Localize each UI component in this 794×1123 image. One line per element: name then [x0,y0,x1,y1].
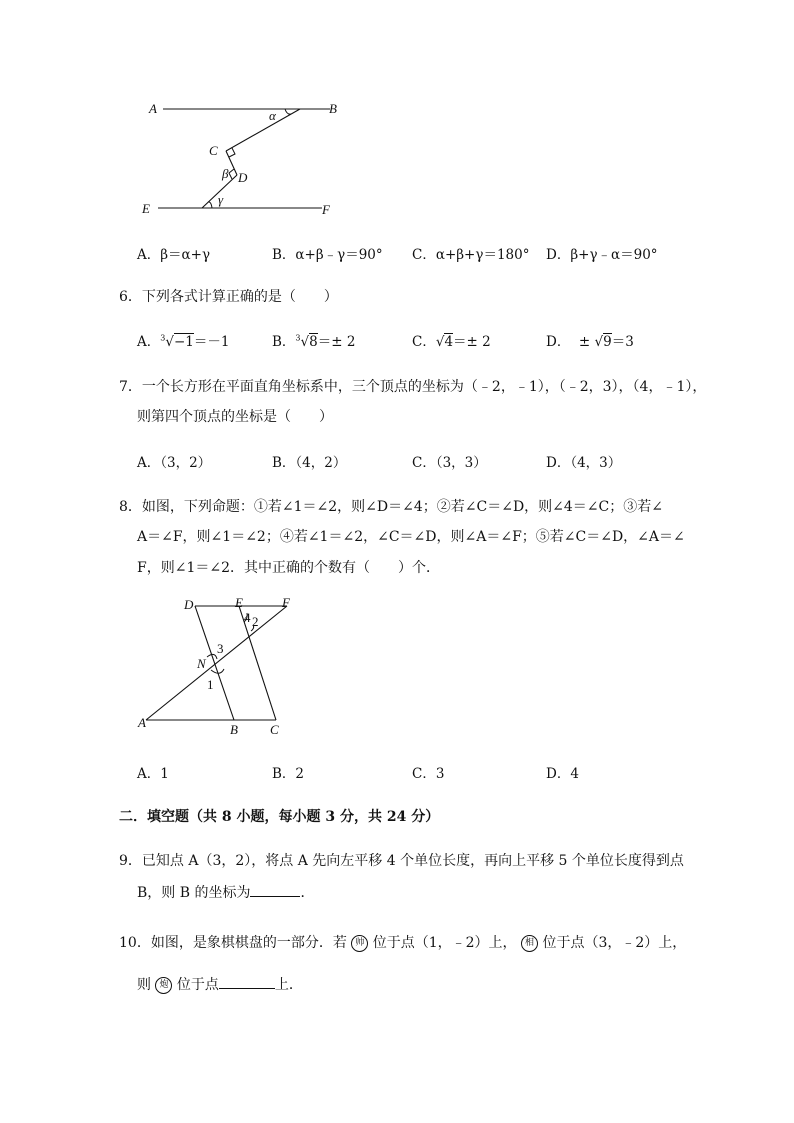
q6-b-rest: ＝± 2 [317,334,356,350]
q10-line2-at: 位于点 [176,977,219,993]
label-angle-4: 4 [244,610,251,625]
q7-option-b[interactable]: B．（4，2） [272,455,347,471]
right-angle-D [229,169,234,179]
q6-d-rest: ＝3 [611,334,634,350]
q7-option-a[interactable]: A．（3，2） [137,455,212,471]
q7-stem-line2: 则第四个顶点的坐标是（ ） [137,409,333,425]
label-angle-3: 3 [217,641,224,656]
q8-stem-line3: F，则∠1＝∠2．其中正确的个数有（ ）个． [137,560,440,576]
q9-stem-line1: 9．已知点 A（3，2），将点 A 先向左平移 4 个单位长度，再向上平移 5 个单位长度得到点 [119,853,684,869]
q10-answer-blank[interactable] [219,976,275,989]
q6-a-radical-icon: √ [165,334,174,350]
q10-stem-line2 [137,974,303,994]
q8-option-c[interactable]: C．3 [412,766,445,782]
label-B: B [329,101,337,116]
segment-BC [226,109,300,151]
label-A: A [138,715,146,730]
label-A: A [149,101,157,116]
q6-option-c[interactable] [412,330,491,350]
q10-line2-then: 则 [137,977,151,993]
q9-line2-end: ． [300,885,315,901]
q6-a-rest: ＝－1 [193,334,230,350]
q6-option-a[interactable] [137,330,229,350]
q5-option-a[interactable]: A．β＝α+γ [137,247,211,263]
q6-b-radical-icon: √ [300,334,310,350]
label-N: N [197,656,206,671]
q6-b-letter: B． [272,334,296,350]
q7-option-d[interactable]: D．（4，3） [546,455,622,471]
q7-stem-line1: 7．一个长方形在平面直角坐标系中，三个顶点的坐标为（﹣2，﹣1），（﹣2，3），（4，﹣1）， [119,379,707,395]
segment-AF [146,606,287,720]
label-alpha: α [269,108,276,123]
label-C: C [270,722,279,737]
q6-d-radical-icon: √ [594,334,604,350]
q6-d-letter: D． [546,334,571,350]
q6-option-b[interactable] [272,330,355,350]
label-C: C [209,143,218,158]
figure-2-svg [135,595,305,735]
section-fill-in-title: 二．填空题（共 8 小题，每小题 3 分，共 24 分） [119,809,440,825]
q6-c-letter: C． [412,334,436,350]
q8-option-b[interactable]: B．2 [272,766,305,782]
q6-d-pm: ± [578,334,591,350]
q9-line2-text: B，则 B 的坐标为 [137,885,251,901]
q10-text-part1: 10．如图，是象棋棋盘的一部分．若 [119,935,347,951]
label-E: E [142,201,150,216]
q9-stem-line2 [137,882,314,902]
label-gamma: γ [218,192,224,207]
q10-line2-end: 上． [274,977,303,993]
q6-stem: 6．下列各式计算正确的是（ ） [119,289,338,305]
q6-a-radicand: −1 [173,334,194,350]
q6-b-radicand: 8 [309,334,318,350]
q9-answer-blank[interactable] [250,884,300,897]
q6-option-d[interactable] [546,330,634,350]
q5-option-b[interactable]: B．α+β﹣γ＝90° [272,247,383,263]
q6-b-index: 3 [295,333,301,343]
q10-text-part2: 位于点（1，﹣2）上， [372,935,517,951]
q10-text-part3: 位于点（3，﹣2）上， [542,935,687,951]
q5-option-d[interactable]: D．β+γ﹣α＝90° [546,247,658,263]
label-angle-2: 2 [252,614,259,629]
chess-piece-pao-icon: 炮 [155,977,172,994]
label-F: F [322,202,330,217]
chess-piece-shuai-icon: 帅 [351,935,368,952]
q6-a-index: 3 [160,333,166,343]
q6-c-radicand: 4 [444,334,454,350]
angle-gamma-arc [208,202,212,208]
label-B: B [230,722,238,737]
label-F: F [282,595,290,610]
q6-c-radical-icon: √ [435,334,445,350]
q5-option-c[interactable]: C．α+β+γ＝180° [412,247,530,263]
label-beta: β [222,166,229,181]
q6-d-radicand: 9 [603,334,612,350]
label-D: D [238,170,248,185]
q8-stem-line1: 8．如图，下列命题：①若∠1＝∠2，则∠D＝∠4；②若∠C＝∠D，则∠4＝∠C；③若∠ [119,499,663,515]
q6-c-rest: ＝± 2 [453,334,491,350]
q6-a-letter: A． [137,334,161,350]
q7-option-c[interactable]: C．（3，3） [412,455,487,471]
q8-stem-line2: A＝∠F，则∠1＝∠2；④若∠1＝∠2，∠C＝∠D，则∠A＝∠F；⑤若∠C＝∠D，∠A＝∠ [137,529,685,545]
q8-option-d[interactable]: D．4 [546,766,579,782]
q10-stem-line1 [119,932,686,952]
q8-option-a[interactable]: A．1 [137,766,169,782]
label-E: E [235,595,243,610]
chess-piece-xiang-icon: 相 [521,935,538,952]
label-D: D [184,597,194,612]
angle-alpha-arc [285,109,291,114]
figure-1-svg [140,100,340,210]
label-angle-1: 1 [207,677,214,692]
